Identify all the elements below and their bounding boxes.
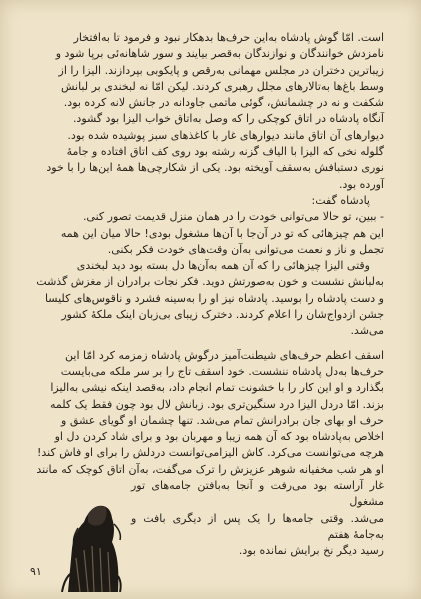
text-line: این هم چیزهائی که تو در آن‌جا با آن‌ها مشغول بودی! حالا میان این همه — [60, 226, 384, 240]
text-line: می‌شد. وقتی جامه‌ها را یک پس از دیگری بافت و به‌جامهٔ هفتم — [131, 511, 384, 541]
text-line: جشن ازدواج‌شان را اعلام کردند. دخترک زیبای بی‌زبان اینک ملکهٔ کشور — [61, 308, 384, 322]
text-line: غار آراسته بود می‌رفت و آنجا به‌بافتن جامه‌های تور مشغول — [131, 479, 384, 509]
paragraph-gap — [36, 340, 384, 348]
text-line: حرف‌ها به‌دل پادشاه ننشست. خود اسقف تاج را بر سر ملکه می‌بایست — [60, 364, 384, 378]
text-line: وسط باغ‌ها به‌تالارهای مجلل رهبری کردند. لیکن امّا نه لبخندی بر لبانش — [61, 79, 384, 93]
text-line: بزند. امّا دردل الیزا درد سنگین‌تری بود. زبانش لال بود چون فقط یک کلمه — [49, 397, 384, 411]
text-line: زیباترین دختران در مجلس مهمانی به‌رقص و پایکوبی بپردازند. الیزا را از — [58, 63, 384, 77]
text-line: شکفت و نه در چشمانش، گوئی ماتمی جاودانه در جانش لانه کرده بود. — [63, 96, 384, 110]
text-line: و دست پادشاه را بوسید. پادشاه نیز او را به‌سینه فشرد و ناقوس‌های کلیسا — [44, 291, 384, 305]
paragraph-4 — [36, 258, 384, 339]
text-line: اخلاص به‌پادشاه بود که آن همه زیبا و مهربان بود و برای شاد کردن دل او — [54, 430, 384, 444]
text-line: رسید دیگر نخ برایش نمانده بود. — [238, 544, 384, 558]
text-line: نوری دستبافش به‌سقف آویخته بود. یکی از شکارچی‌ها همهٔ این‌ها را با خود — [46, 161, 384, 175]
text-line: تجمل و ناز و نعمت می‌توانی به‌آن وقت‌های خودت فکر بکنی. — [107, 242, 384, 256]
text-line: است. امّا گوش پادشاه به‌این حرف‌ها بدهکار نبود و فرمود تا به‌افتخار — [73, 31, 384, 44]
paragraph-3 — [36, 209, 384, 258]
text-line: می‌شد. — [350, 324, 384, 338]
paragraph-2 — [36, 193, 384, 209]
text-line: گلوله نخی که الیزا با الیاف گزنه رشته بود روی کف اتاق افتاده و جامهٔ — [66, 145, 384, 159]
text-line: اسقف اعظم حرف‌های شیطنت‌آمیز درگوش پادشاه زمزمه کرد امّا این — [65, 348, 384, 362]
text-line: - ببین، تو حالا می‌توانی خودت را در همان منزل قدیمت تصور کنی. — [82, 210, 384, 224]
text-line: او هر شب مخفیانه شوهر عزیزش را ترک می‌گفت، به‌آن اتاق کوچک که مانند — [36, 462, 384, 476]
text-line: بگذارد و او این کار را با خشونت تمام انجام داد، به‌قصد اینکه نیشی به‌الیزا — [50, 381, 384, 395]
text-line: دیوارهای آن اتاق مانند دیوارهای غار با کاغذهای سبز پوشیده شده بود. — [67, 128, 384, 142]
text-line: پادشاه گفت: — [311, 193, 370, 207]
woodcut-illustration — [58, 488, 128, 592]
paragraph-1 — [36, 30, 384, 193]
text-line: نامزدش خوانندگان و نوازندگان به‌قصر بیایند و سور شاهانه‌ئی برپا شود و — [55, 47, 384, 61]
text-line: وقتی الیزا چیزهائی را که آن همه به‌آن‌ها دل بسته بود دید لبخندی — [76, 259, 370, 273]
text-line: هرچه می‌توانست می‌کرد. کاش الیزامی‌توانست دردلش را برای او فاش کند! — [36, 446, 384, 460]
text-line: آورده بود. — [339, 177, 384, 191]
page-number: ۹۱ — [30, 565, 42, 578]
text-line: آنگاه پادشاه در اتاق کوچکی را که وصل به‌اتاق خواب الیزا بود گشود. — [72, 112, 384, 126]
text-line: به‌لبانش نشست و خون به‌صورتش دوید. فکر نجات برادران از مغزش گذشت — [36, 275, 384, 289]
body-text — [36, 30, 384, 560]
text-line: حرف او بهای جان برادرانش تمام می‌شد. تنها چشمان او گویای عشق و — [61, 413, 384, 427]
